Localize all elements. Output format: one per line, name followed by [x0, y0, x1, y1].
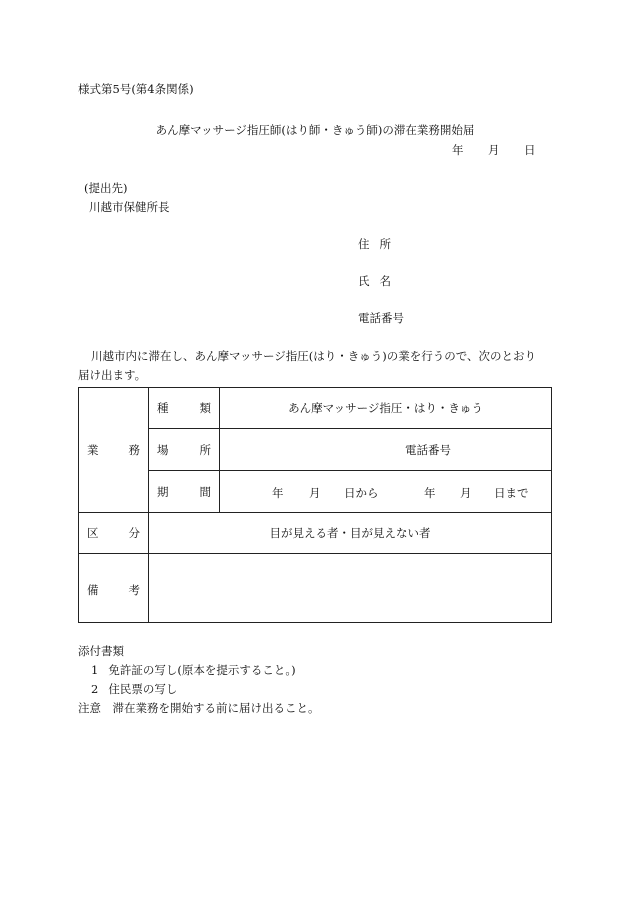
kubun-value: 目が見える者・目が見えない者 [149, 513, 552, 554]
kikan-to-month: 月 [460, 485, 472, 500]
note: 注意 滞在業務を開始する前に届け出ること。 [78, 701, 320, 715]
body-text-line2: 届け出ます。 [78, 368, 147, 382]
date-month: 月 [488, 143, 500, 157]
recipient-name: 川越市保健所長 [89, 200, 170, 214]
table-row-biko [79, 554, 552, 623]
kikan-value-cell [220, 471, 552, 513]
attachment-item: 2 住民票の写し [91, 682, 178, 696]
attachments-heading: 添付書類 [78, 644, 124, 658]
basho-phone-label: 電話番号 [405, 442, 451, 457]
kikan-from-month: 月 [309, 485, 321, 500]
notification-table [78, 387, 552, 623]
gyomu-cell: 業 務 [79, 388, 149, 513]
applicant-name-label: 氏 名 [358, 274, 391, 288]
kikan-from-year: 年 [272, 485, 284, 500]
attachment-item: 1 免許証の写し(原本を提示すること。) [91, 663, 296, 677]
table-row-kubun [79, 513, 552, 554]
form-number: 様式第5号(第4条関係) [78, 82, 194, 96]
table-row-kikan [79, 471, 552, 513]
basho-value-cell [220, 429, 552, 471]
applicant-address-label: 住 所 [358, 237, 391, 251]
shurui-label-cell: 種 類 [149, 388, 220, 429]
kubun-label-cell: 区 分 [79, 513, 149, 554]
basho-label-cell: 場 所 [149, 429, 220, 471]
kikan-label-cell: 期 間 [149, 471, 220, 513]
table-row-shurui [79, 388, 552, 429]
body-text-line1: 川越市内に滞在し、あん摩マッサージ指圧(はり・きゅう)の業を行うので、次のとおり [91, 349, 537, 363]
biko-value [149, 554, 552, 623]
kikan-to-day: 日まで [494, 485, 529, 500]
kikan-to-year: 年 [424, 485, 436, 500]
recipient-label: (提出先) [84, 181, 128, 195]
applicant-phone-label: 電話番号 [358, 311, 404, 325]
kikan-from-day: 日から [344, 485, 379, 500]
form-title: あん摩マッサージ指圧師(はり師・きゅう師)の滞在業務開始届 [155, 123, 475, 137]
date-day: 日 [524, 143, 536, 157]
shurui-value: あん摩マッサージ指圧・はり・きゅう [220, 388, 552, 429]
date-year: 年 [452, 143, 464, 157]
biko-label-cell: 備 考 [79, 554, 149, 623]
table-row-basho [79, 429, 552, 471]
